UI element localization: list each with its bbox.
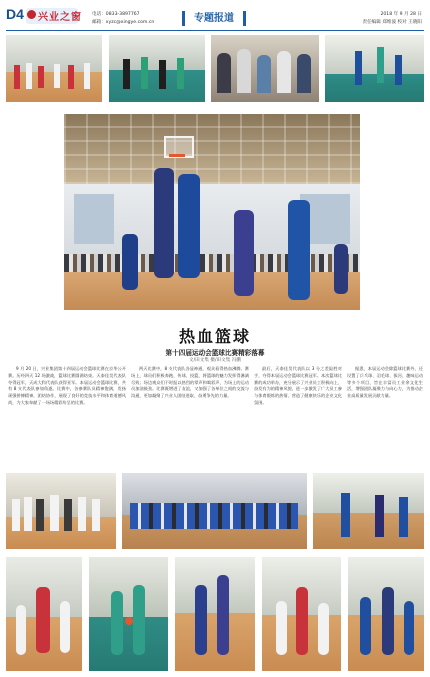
article-title: 热血篮球 (178, 327, 251, 346)
page-number: D4 (6, 6, 24, 22)
issue-date: 2018 年 9 月 28 日 (380, 12, 422, 17)
photo-team-line (6, 35, 102, 102)
article-column-1: 9 月 20 日，兴业集团第十四届运动会篮球比赛在京华公开赛。历经四天 12 场激战，篮球比赛圆满结束。天泰佳昊代表队夺得冠军，天成大科代表队获得亚军。本届运动会篮球比赛，共有 8 支代表队参加角逐。比赛中，各参赛队员精神饱满，发扬顽强拼搏精神，团结协作，展现了良好的竞技水平和体育道德风尚，为大家奉献了一场场精彩纷呈的比赛。 (8, 366, 126, 405)
email-label: 邮箱： (92, 20, 106, 25)
phone-number: 0833-3897767 (105, 12, 140, 17)
photo-spectators (211, 35, 319, 102)
header-rule (6, 30, 424, 31)
photo-game-action-1 (109, 35, 205, 102)
photo-defense-red (6, 557, 82, 671)
phone-line (92, 11, 140, 17)
email-address: xyzc@xingye.com.cn (105, 20, 155, 25)
photo-dribble (313, 473, 424, 549)
photo-free-throw (348, 557, 424, 671)
email-line (92, 19, 154, 25)
photo-layup (89, 557, 168, 671)
section-title: 专题报道 (194, 13, 234, 24)
photo-group-ceremony (122, 473, 307, 549)
article-column-3: 最后，天泰佳昊代表队以 3 分之差险胜对手，夺得本届运动会篮球比赛冠军。本次篮球比赛的成功举办，充分展示了兴业员工积极向上、奋发有为的精神风貌，进一步激发了广大员工参与体育锻炼的热情，营造了健康快乐的企业文化氛围。 (254, 366, 342, 405)
article-column-2: 两天比赛中，8 支代表队各显神通，观众看得热血沸腾。赛场上，球员们积极奔跑、传球、投篮，将篮球的魅力发挥得淋漓尽致；场边观众们不时报以热烈的掌声和喝彩声，为场上的运动员加油鼓劲。比赛既增进了友谊，又加强了各单位之间的交流与沟通，更加凝聚了兴业人团结进取、奋勇争先的力量。 (131, 366, 249, 399)
editor-credits: 责任编辑 郑维波 校对 王晓阳 (362, 20, 422, 25)
photo-drive (262, 557, 341, 671)
photo-shot-block (175, 557, 255, 671)
photo-main-rebound (64, 114, 360, 310)
logo-text: 兴业之窗 (38, 12, 82, 23)
section-tab (182, 11, 246, 26)
photo-champion-team (6, 473, 116, 549)
article-column-4: 据悉，本届运动会除篮球比赛外，还设置了乒乓球、羽毛球、拔河、趣味运动等多个项目，旨在丰富员工业余文化生活，增强团队凝聚力与向心力，为推动企业高质量发展贡献力量。 (347, 366, 423, 399)
article-subtitle: 第十四届运动会篮球比赛精彩落幕 (165, 349, 265, 357)
photo-jump-shot (325, 35, 424, 102)
logo-icon (27, 10, 36, 19)
phone-label: 电话： (92, 12, 106, 17)
article-byline: 文/田文集 摄/田文集 冯鹏 (189, 358, 241, 363)
